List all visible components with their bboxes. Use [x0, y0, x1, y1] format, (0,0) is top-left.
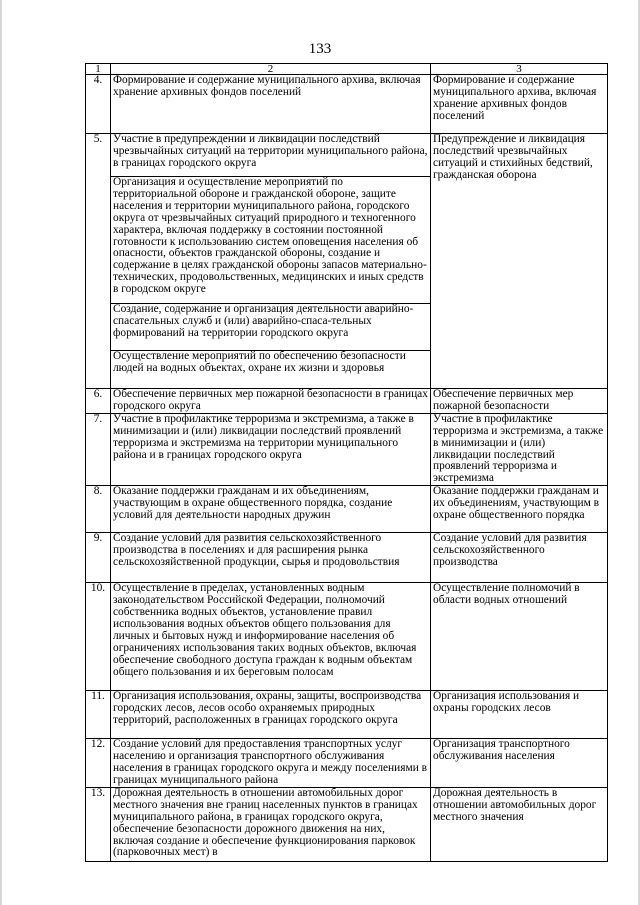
row-number: 4. — [86, 75, 111, 134]
row-text: Организация использования, охраны, защиты, воспроизводства городских лесов, лесов особо охраняемых природных территорий, расположенных в границах городского округа — [111, 691, 431, 739]
row-number: 10. — [86, 583, 111, 691]
table-row — [86, 583, 608, 691]
row-area: Участие в профилактике терроризма и экстремизма, а также в минимизации и (или) ликвидации последствий проявлений терроризма и экстремизма — [431, 413, 608, 485]
table-header-row — [86, 64, 608, 75]
header-col-2: 2 — [111, 64, 431, 75]
table-row — [86, 691, 608, 739]
row-area: Формирование и содержание муниципального архива, включая хранение архивных фондов поселений — [431, 75, 608, 134]
row-area: Организация транспортного обслуживания населения — [431, 739, 608, 788]
row-text: Участие в профилактике терроризма и экстремизма, а также в минимизации и (или) ликвидации последствий проявлений терроризма и экстремизма на территории муниципального района и в границах городского округа — [111, 413, 431, 485]
row-area: Осуществление полномочий в области водных отношений — [431, 583, 608, 691]
table-row — [86, 134, 608, 177]
row-text: Создание условий для предоставления транспортных услуг населению и организация транспортного обслуживания населения в границах городского округа и между поселениями в границах муниципального района — [111, 739, 431, 788]
header-col-1: 1 — [86, 64, 111, 75]
row-text: Осуществление в пределах, установленных водным законодательством Российской Федерации, полномочий собственника водных объектов, установление правил использования водных объектов общего пользования для личных и бытовых нужд и информирование населения об ограничениях использования таких водных объектов, включая обеспечение свободного доступа граждан к водным объектам общего пользования и их береговым полосам — [111, 583, 431, 691]
row-number: 12. — [86, 739, 111, 788]
row-number: 13. — [86, 787, 111, 861]
row-number: 7. — [86, 413, 111, 485]
row-text: Обеспечение первичных мер пожарной безопасности в границах городского округа — [111, 389, 431, 414]
table-row — [86, 739, 608, 788]
table-row — [86, 486, 608, 533]
row-text: Оказание поддержки гражданам и их объединениям, участвующим в охране общественного порядка, создание условий для деятельности народных дружин — [111, 486, 431, 533]
table-row — [86, 533, 608, 583]
table-row — [86, 413, 608, 485]
row-area: Обеспечение первичных мер пожарной безопасности — [431, 389, 608, 414]
header-col-3: 3 — [431, 64, 608, 75]
row-text: Участие в предупреждении и ликвидации последствий чрезвычайных ситуаций на территории муниципального района, в границах городского округа — [111, 134, 431, 177]
row-text: Создание, содержание и организация деятельности аварийно-спасательных служб и (или) аварийно-спаса-тельных формирований на территории городского округа — [111, 304, 431, 351]
row-area: Оказание поддержки гражданам и их объединениям, участвующим в охране общественного порядка — [431, 486, 608, 533]
row-area: Дорожная деятельность в отношении автомобильных дорог местного значения — [431, 787, 608, 861]
table-row — [86, 75, 608, 134]
row-number: 5. — [86, 134, 111, 389]
table-row — [86, 787, 608, 861]
table-row — [86, 389, 608, 414]
row-area: Предупреждение и ликвидация последствий чрезвычайных ситуаций и стихийных бедствий, гражданская оборона — [431, 134, 608, 389]
powers-table — [85, 63, 608, 862]
row-number: 9. — [86, 533, 111, 583]
scan-edge-left — [0, 0, 2, 905]
row-number: 6. — [86, 389, 111, 414]
row-number: 8. — [86, 486, 111, 533]
row-text: Организация и осуществление мероприятий по территориальной обороне и гражданской обороне, защите населения и территории муниципального района, городского округа от чрезвычайных ситуаций природного и техногенного характера, включая поддержку в состоянии постоянной готовности к использованию систем оповещения населения об опасности, объектов гражданской обороны, создание и содержание в целях гражданской обороны запасов материально-технических, продовольственных, медицинских и иных средств в городском округе — [111, 177, 431, 304]
row-text: Формирование и содержание муниципального архива, включая хранение архивных фондов поселений — [111, 75, 431, 134]
row-text: Дорожная деятельность в отношении автомобильных дорог местного значения вне границ населенных пунктов в границах муниципального района, в границах городского округа, обеспечение безопасности дорожного движения на них, включая создание и обеспечение функционирования парковок (парковочных мест) в — [111, 787, 431, 861]
row-number: 11. — [86, 691, 111, 739]
row-text: Создание условий для развития сельскохозяйственного производства в поселениях и для расширения рынка сельскохозяйственной продукции, сырья и продовольствия — [111, 533, 431, 583]
row-area: Создание условий для развития сельскохозяйственного производства — [431, 533, 608, 583]
row-area: Организация использования и охраны городских лесов — [431, 691, 608, 739]
page-number: 133 — [308, 41, 332, 57]
row-text: Осуществление мероприятий по обеспечению безопасности людей на водных объектах, охране их жизни и здоровья — [111, 351, 431, 389]
